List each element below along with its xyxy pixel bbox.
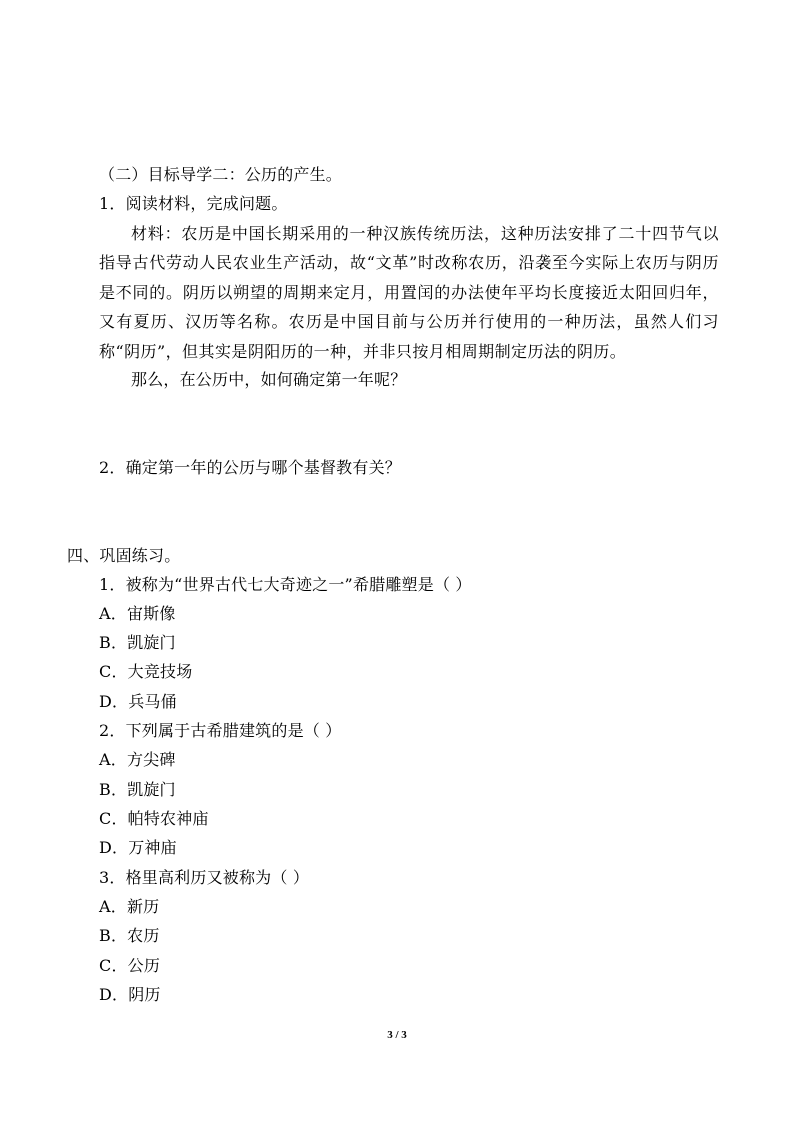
material-paragraph: 材料：农历是中国长期采用的一种汉族传统历法，这种历法安排了二十四节气以指导古代劳动人民农业生产活动，故“文革”时改称农历，沿袭至今实际上农历与阴历是不同的。阴历以朔望的周期来定月，用置闰的办法使年平均长度接近太阳回归年，又有夏历、汉历等名称。农历是中国目前与公历并行使用的一种历法，虽然人们习称“阴历”，但其实是阴阳历的一种，并非只按月相周期制定历法的阴历。	[99, 224, 719, 361]
page-number: 3 / 3	[387, 1029, 407, 1041]
practice-question-3-stem: 3．格里高利历又被称为（ ）	[99, 868, 310, 887]
practice-question-1-stem: 1．被称为“世界古代七大奇迹之一”希腊雕塑是（ ）	[99, 575, 472, 594]
practice-question-3-option-a: A．新历	[99, 897, 160, 916]
practice-question-2-option-a: A．方尖碑	[99, 750, 176, 769]
question-first-year: 那么，在公历中，如何确定第一年呢？	[131, 370, 407, 389]
question-2: 2．确定第一年的公历与哪个基督教有关？	[99, 458, 401, 477]
practice-question-3-option-c: C．公历	[99, 956, 161, 975]
practice-question-3-option-b: B．农历	[99, 926, 160, 945]
practice-question-1-option-b: B．凯旋门	[99, 633, 176, 652]
practice-question-1-option-d: D．兵马俑	[99, 692, 177, 711]
practice-question-2-stem: 2．下列属于古希腊建筑的是（ ）	[99, 721, 342, 740]
practice-question-2-option-c: C．帕特农神庙	[99, 809, 209, 828]
practice-question-3-option-d: D．阴历	[99, 985, 161, 1004]
practice-question-2-option-b: B．凯旋门	[99, 780, 176, 799]
question-1-instruction: 1．阅读材料，完成问题。	[99, 194, 288, 213]
practice-question-2-option-d: D．万神庙	[99, 838, 177, 857]
section-heading-practice: 四、巩固练习。	[67, 546, 181, 565]
practice-question-1-option-c: C．大竞技场	[99, 662, 193, 681]
section-heading-goal-two: （二）目标导学二：公历的产生。	[99, 165, 343, 184]
practice-question-1-option-a: A．宙斯像	[99, 604, 176, 623]
